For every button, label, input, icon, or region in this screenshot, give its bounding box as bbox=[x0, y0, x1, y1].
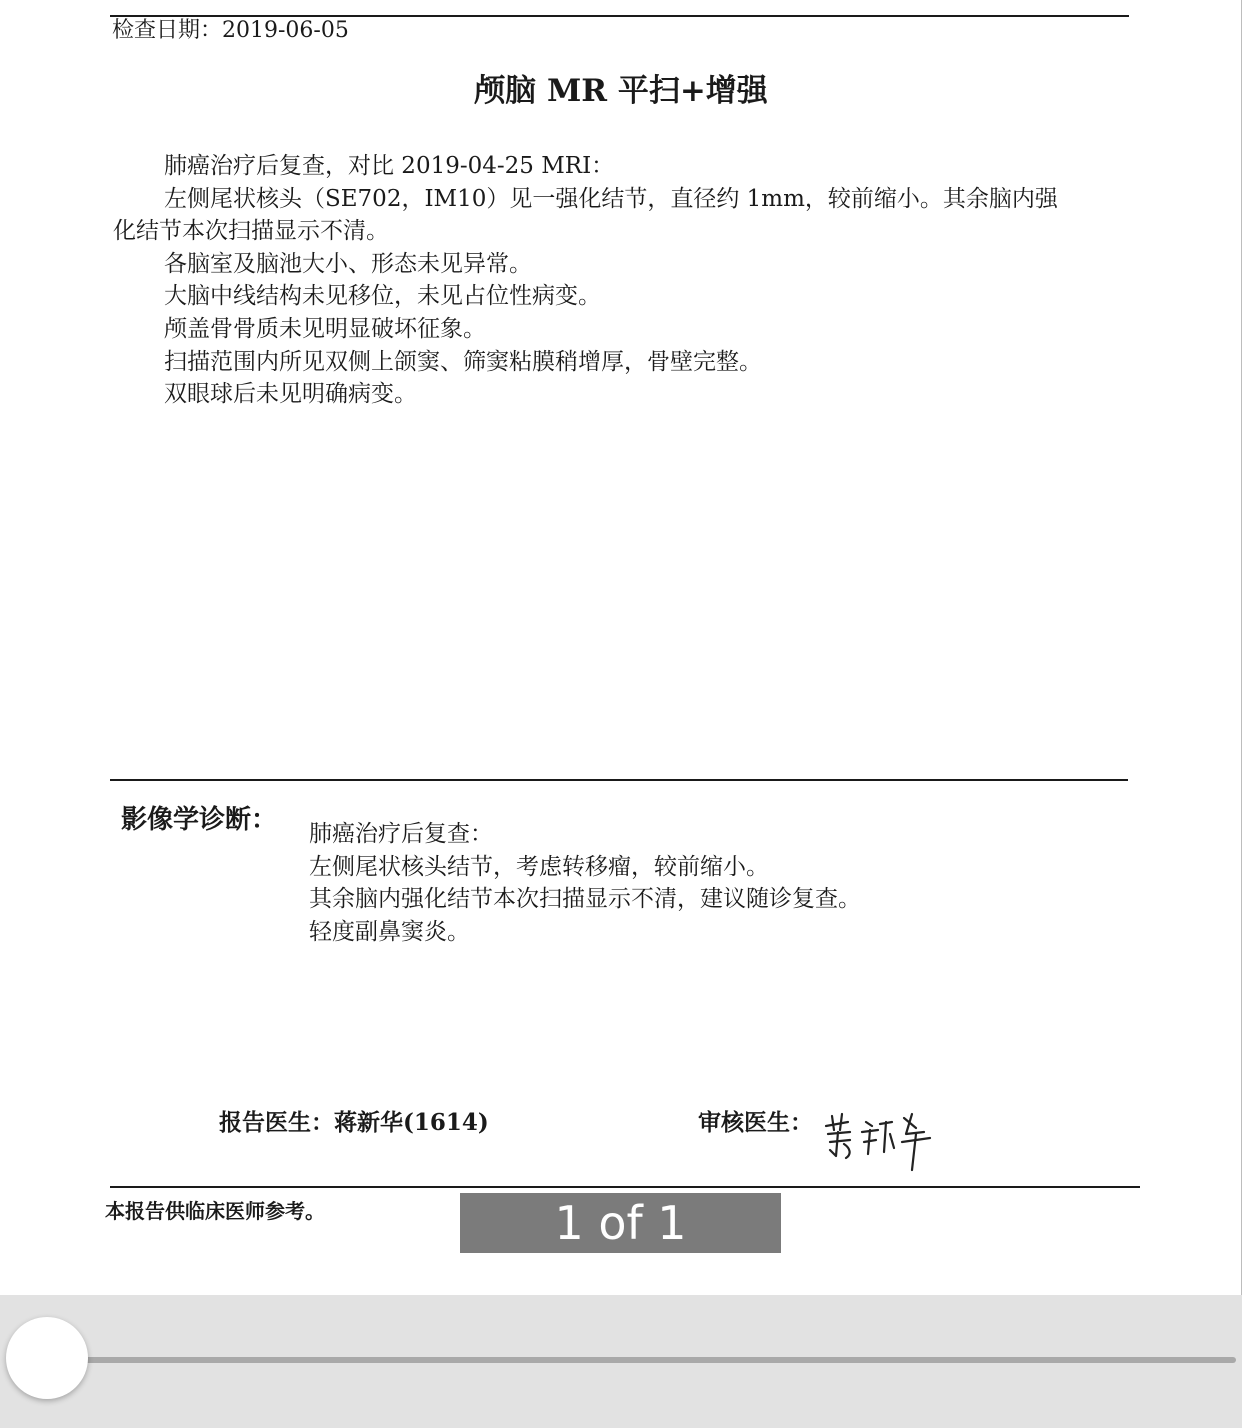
impression-line: 轻度副鼻窦炎。 bbox=[309, 918, 470, 945]
diagnosis-label: 影像学诊断： bbox=[121, 805, 278, 835]
exam-date: 检查日期：2019-06-05 bbox=[112, 18, 349, 43]
reporting-doctor: 报告医生：蒋新华(1614) bbox=[219, 1109, 489, 1136]
page-scroll-track[interactable] bbox=[48, 1357, 1236, 1363]
impression-line: 其余脑内强化结节本次扫描显示不清，建议随诊复查。 bbox=[309, 886, 861, 913]
findings-divider bbox=[110, 779, 1128, 781]
reviewer-signature bbox=[820, 1104, 940, 1174]
findings-line: 双眼球后未见明确病变。 bbox=[164, 381, 417, 408]
impression-line: 肺癌治疗后复查： bbox=[309, 821, 493, 847]
findings-line: 各脑室及脑池大小、形态未见异常。 bbox=[164, 250, 532, 277]
impression-section bbox=[309, 818, 861, 948]
footer-divider bbox=[110, 1186, 1140, 1188]
findings-section bbox=[113, 150, 1098, 411]
findings-line: 大脑中线结构未见移位，未见占位性病变。 bbox=[164, 283, 601, 310]
footer-note: 本报告供临床医师参考。 bbox=[105, 1199, 325, 1223]
page-indicator: 1 of 1 bbox=[460, 1193, 781, 1253]
findings-line: 颅盖骨骨质未见明显破坏征象。 bbox=[164, 315, 486, 342]
findings-line: 肺癌治疗后复查，对比 2019-04-25 MRI： bbox=[164, 153, 615, 179]
findings-line: 左侧尾状核头（SE702，IM10）见一强化结节，直径约 1mm，较前缩小。其余脑内强 bbox=[164, 185, 1058, 212]
findings-line: 扫描范围内所见双侧上颌窦、筛窦粘膜稍增厚，骨壁完整。 bbox=[164, 348, 762, 375]
findings-line: 化结节本次扫描显示不清。 bbox=[113, 218, 389, 245]
page-scroll-thumb[interactable] bbox=[6, 1317, 88, 1399]
report-title: 颅脑 MR 平扫+增强 bbox=[474, 73, 768, 109]
impression-line: 左侧尾状核头结节，考虑转移瘤，较前缩小。 bbox=[309, 853, 769, 880]
reviewing-doctor-label: 审核医生： bbox=[698, 1109, 813, 1136]
